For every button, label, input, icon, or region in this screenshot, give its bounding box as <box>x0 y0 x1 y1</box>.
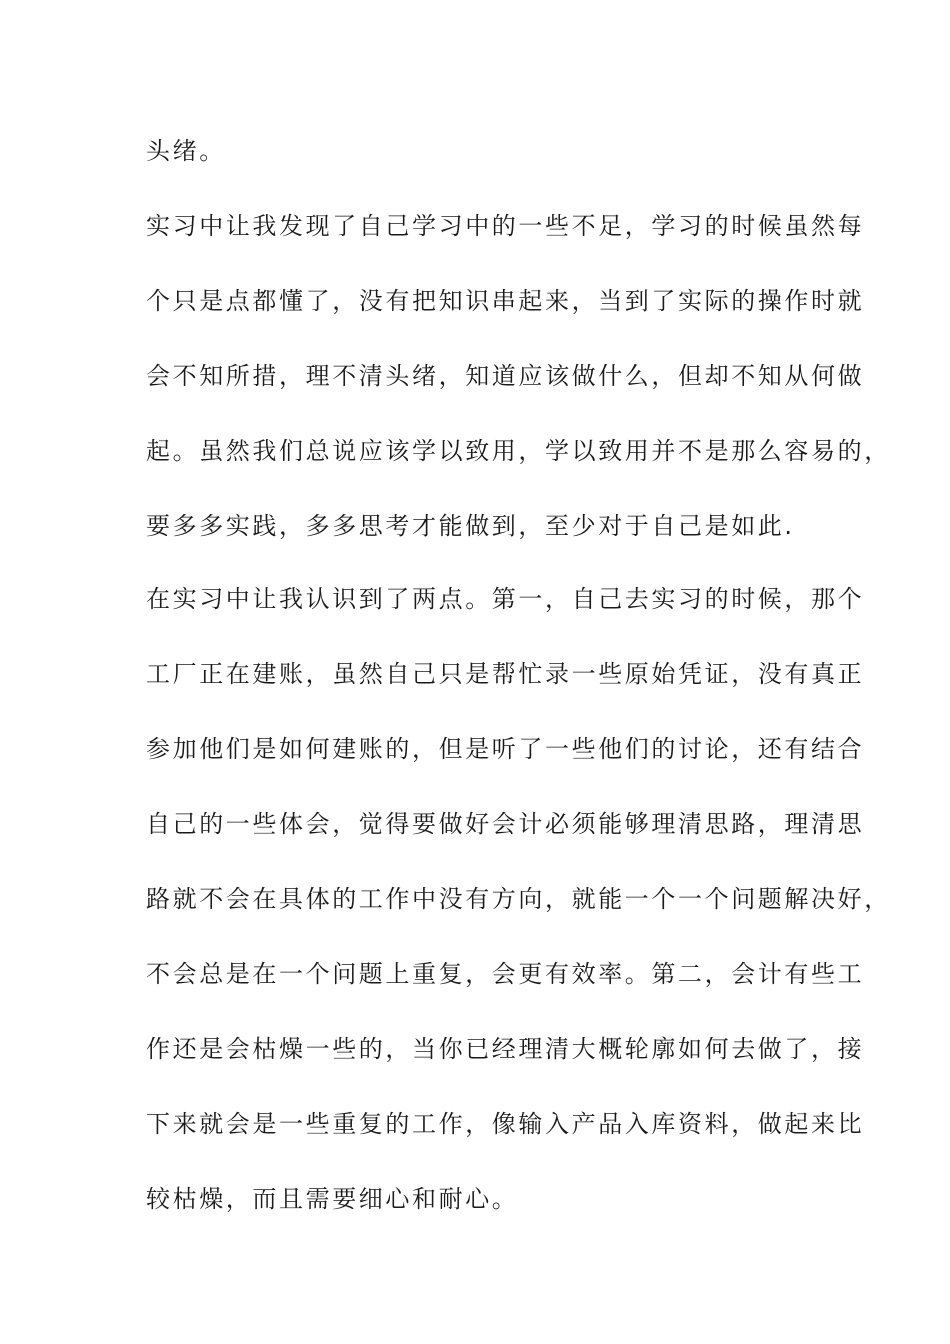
text-line: 在实习中让我认识到了两点。第一，自己去实习的时候，那个 <box>146 585 865 613</box>
text-line: 自己的一些体会，觉得要做好会计必须能够理清思路，理清思 <box>146 810 865 838</box>
text-line: 起。虽然我们总说应该学以致用，学以致用并不是那么容易的， <box>146 437 891 465</box>
text-line: 路就不会在具体的工作中没有方向，就能一个一个问题解决好， <box>146 885 891 913</box>
text-line: 参加他们是如何建账的，但是听了一些他们的讨论，还有结合 <box>146 735 865 763</box>
text-line: 要多多实践，多多思考才能做到，至少对于自己是如此. <box>146 512 795 540</box>
text-line: 会不知所措，理不清头绪，知道应该做什么，但却不知从何做 <box>146 362 865 390</box>
text-line: 实习中让我发现了自己学习中的一些不足，学习的时候虽然每 <box>146 212 865 240</box>
text-line: 个只是点都懂了，没有把知识串起来，当到了实际的操作时就 <box>146 287 865 315</box>
text-line: 不会总是在一个问题上重复，会更有效率。第二，会计有些工 <box>146 960 865 988</box>
text-line: 作还是会枯燥一些的，当你已经理清大概轮廓如何去做了，接 <box>146 1035 865 1063</box>
text-line: 头绪。 <box>146 137 226 165</box>
text-line: 较枯燥，而且需要细心和耐心。 <box>146 1185 519 1213</box>
text-line: 工厂正在建账，虽然自己只是帮忙录一些原始凭证，没有真正 <box>146 660 865 688</box>
text-line: 下来就会是一些重复的工作，像输入产品入库资料，做起来比 <box>146 1110 865 1138</box>
